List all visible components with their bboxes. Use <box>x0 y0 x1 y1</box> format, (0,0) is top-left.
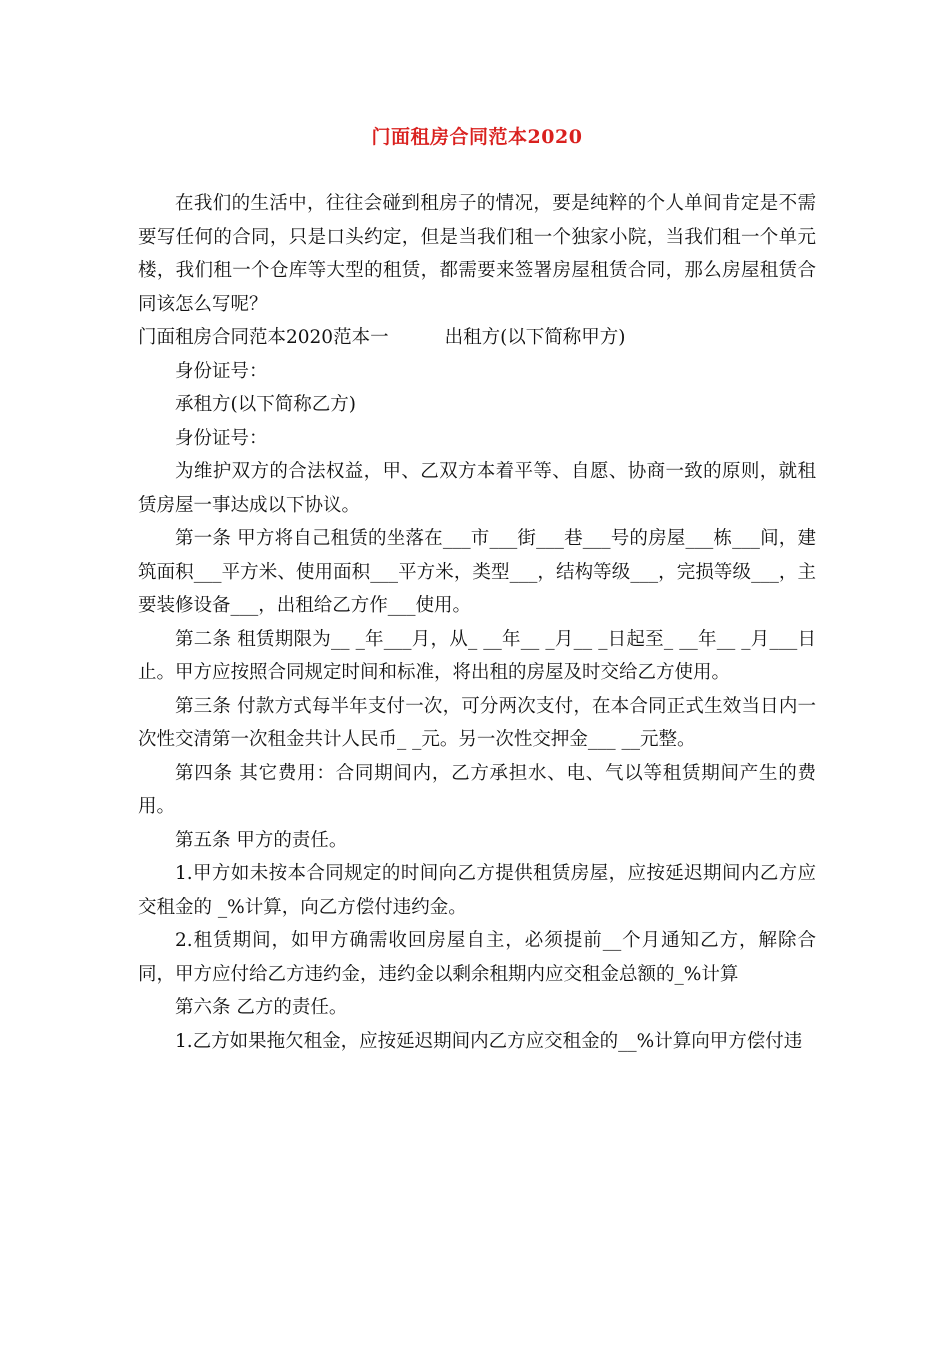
lessee-id-label: 身份证号： <box>175 427 268 449</box>
article-5: 第五条 甲方的责任。 <box>175 829 348 851</box>
article-1: 第一条 甲方将自己租赁的坐落在___市___街___巷___号的房屋___栋___间，建筑面积___平方米、使用面积___平方米，类型___，结构等级___，完损等级___，主要装修设备___，出租给乙方作___使用。 <box>138 528 816 616</box>
article-5-clause-2: 2.租赁期间，如甲方确需收回房屋自主，必须提前__个月通知乙方，解除合同，甲方应付给乙方违约金，违约金以剩余租期内应交租金总额的_%计算 <box>138 930 816 985</box>
article-3: 第三条 付款方式每半年支付一次，可分两次支付，在本合同正式生效当日内一次性交清第一次租金共计人民币_ _元。另一次性交押金___ __元整。 <box>138 695 816 750</box>
lessor-label: 出租方(以下简称甲方) <box>444 327 626 348</box>
article-6: 第六条 乙方的责任。 <box>175 997 348 1018</box>
article-4: 第四条 其它费用：合同期间内，乙方承担水、电、气以等租赁期间产生的费用。 <box>138 762 816 817</box>
article-5-clause-1: 1.甲方如未按本合同规定的时间向乙方提供租赁房屋，应按延迟期间内乙方应交租金的 _%计算，向乙方偿付违约金。 <box>138 863 816 918</box>
document-title: 门面租房合同范本2020 <box>371 126 583 148</box>
article-2: 第二条 租赁期限为__ _年___月，从_ __年__ _月__ _日起至_ __年__ _月___日止。甲方应按照合同规定时间和标准，将出租的房屋及时交给乙方使用。 <box>138 628 816 683</box>
article-6-clause-1: 1.乙方如果拖欠租金，应按延迟期间内乙方应交租金的__%计算向甲方偿付违 <box>175 1030 803 1052</box>
preamble-paragraph: 为维护双方的合法权益，甲、乙双方本着平等、自愿、协商一致的原则，就租赁房屋一事达成以下协议。 <box>138 461 816 516</box>
intro-paragraph: 在我们的生活中，往往会碰到租房子的情况，要是纯粹的个人单间肯定是不需要写任何的合同，只是口头约定，但是当我们租一个独家小院，当我们租一个单元楼，我们租一个仓库等大型的租赁，都需要来签署房屋租赁合同，那么房屋租赁合同该怎么写呢？ <box>138 193 816 315</box>
document-body <box>138 187 816 1058</box>
lessee-label: 承租方(以下简称乙方) <box>175 394 356 415</box>
sample-heading: 门面租房合同范本2020范本一 <box>138 327 389 348</box>
document-page <box>0 124 950 1354</box>
sample-heading-line <box>138 321 816 355</box>
lessor-id-label: 身份证号： <box>175 360 268 382</box>
